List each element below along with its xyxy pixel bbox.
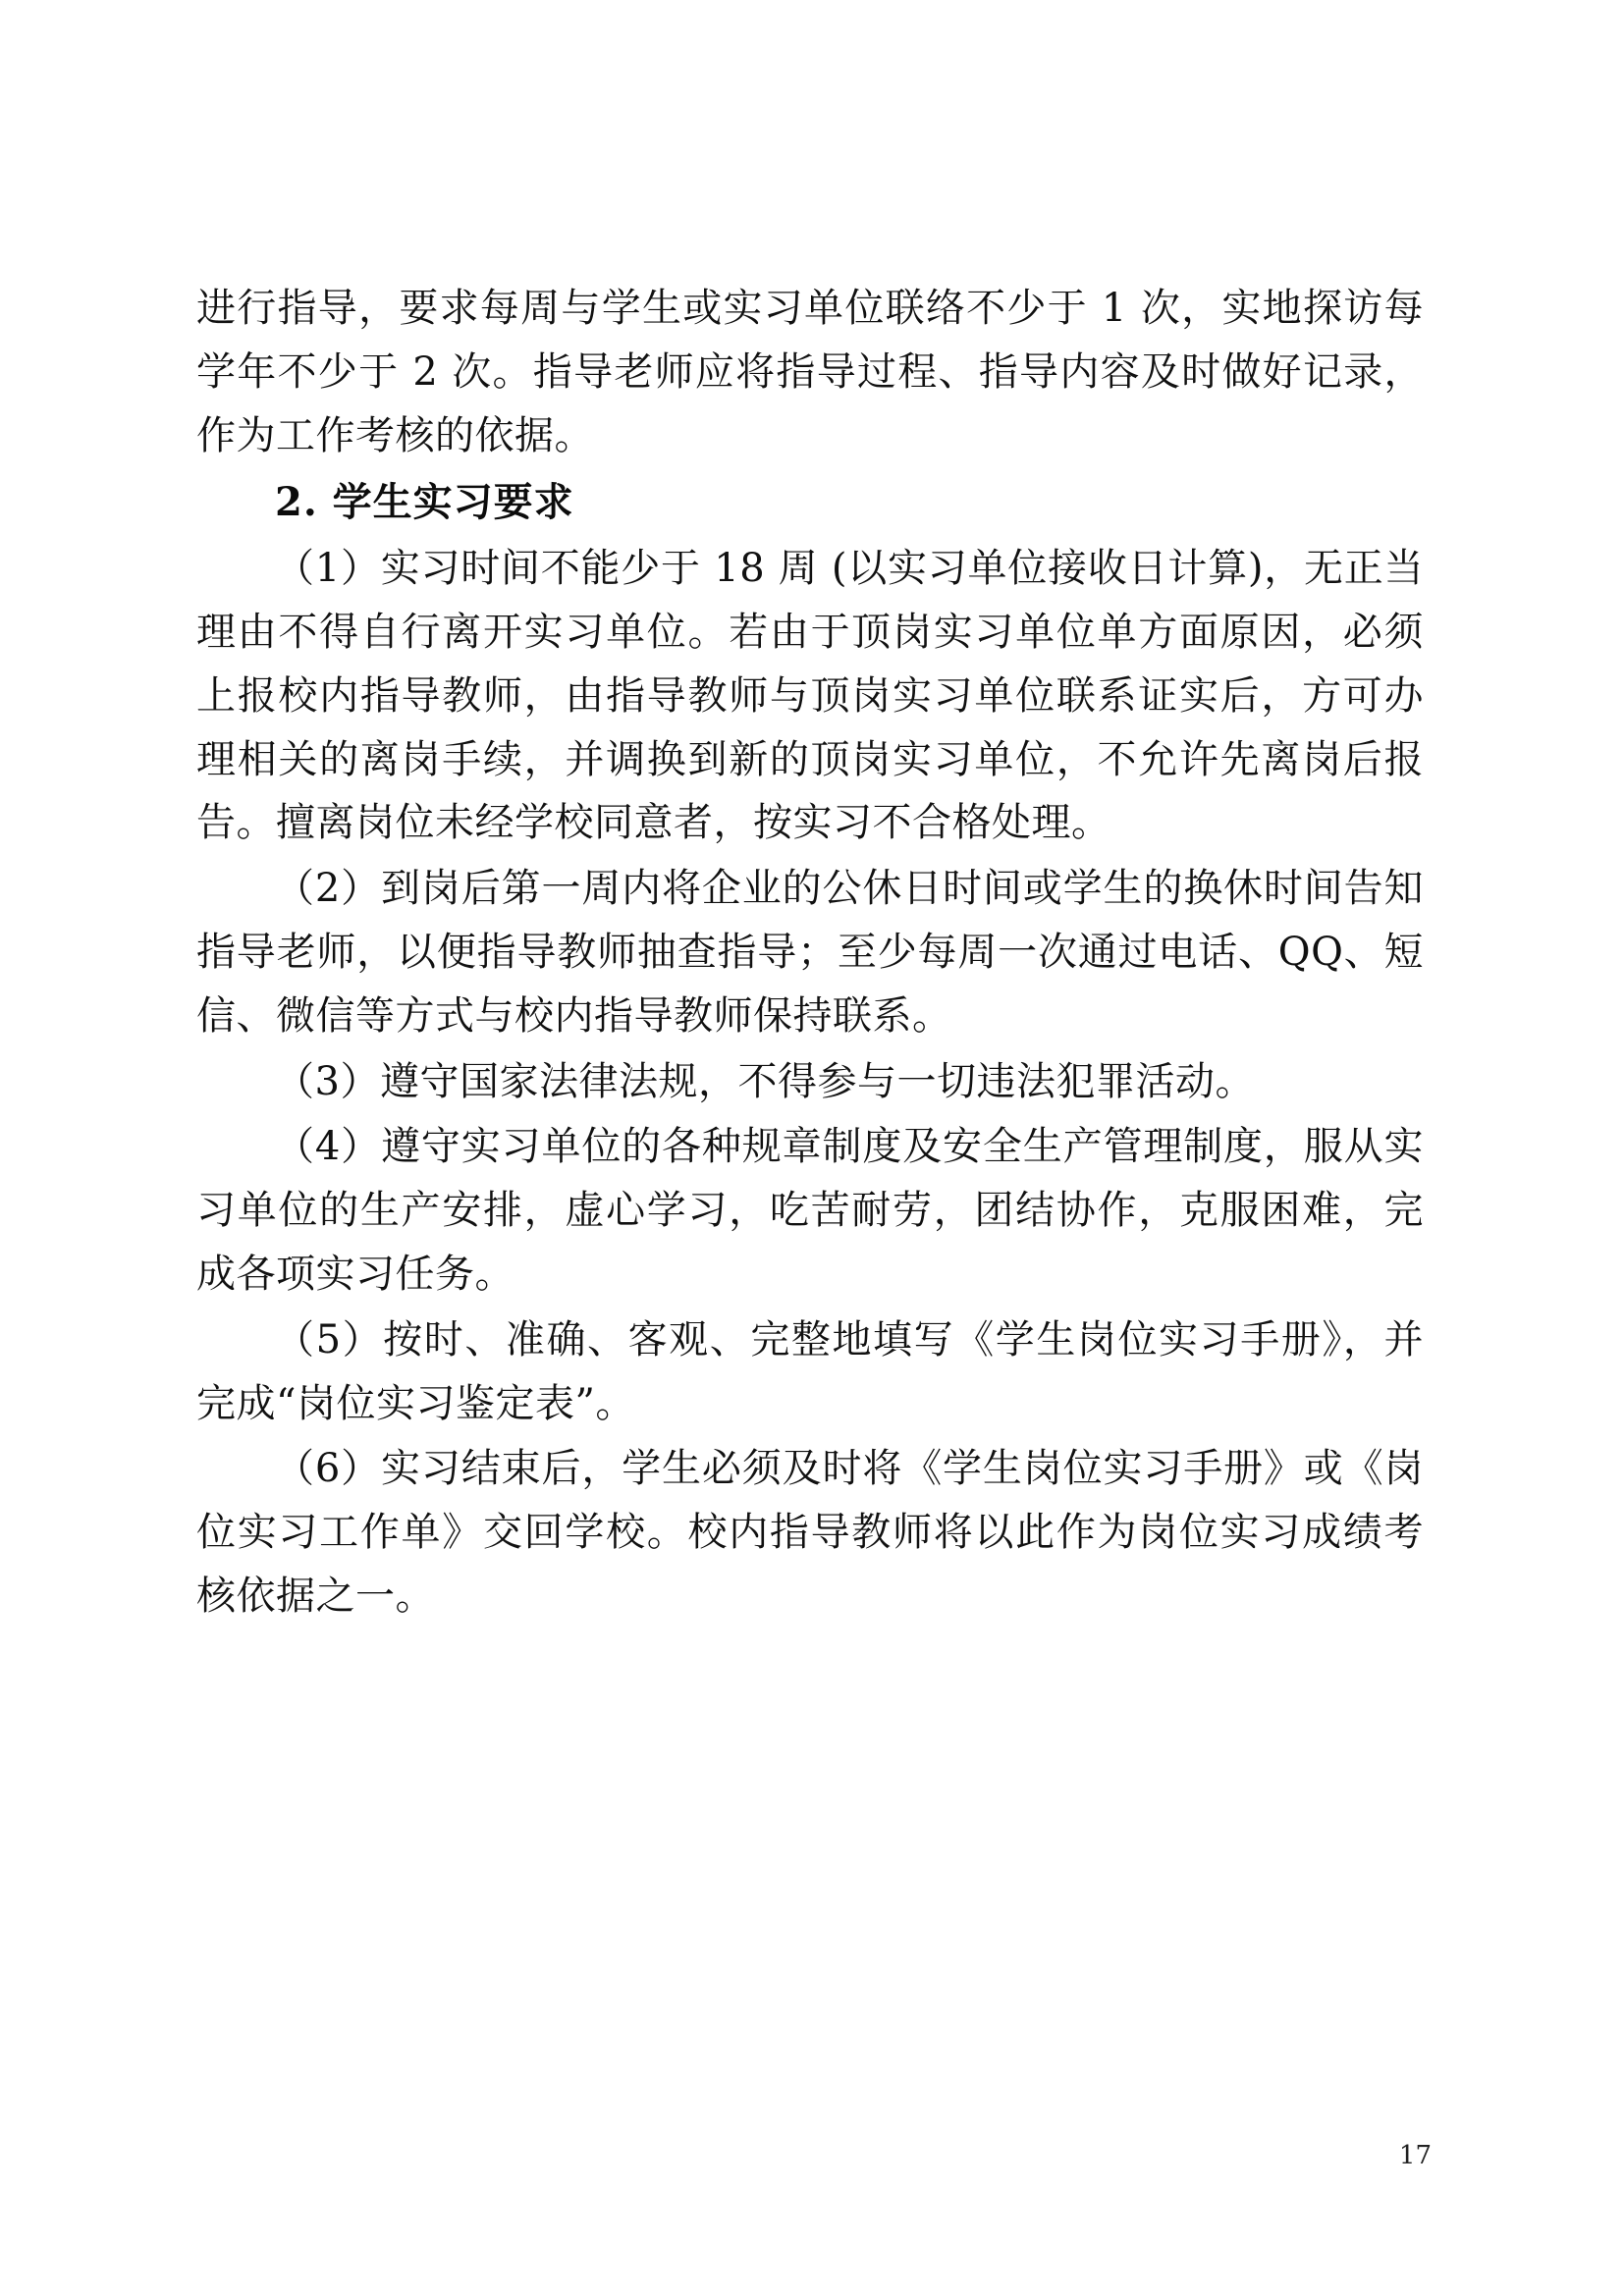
section-heading: 2. 学生实习要求 — [275, 479, 574, 526]
page-number: 17 — [1398, 2141, 1432, 2170]
list-item-2: （2）到岗后第一周内将企业的公休日时间或学生的换休时间告知指导老师，以便指导教师抽查指导；至少每周一次通过电话、QQ、短信、微信等方式与校内指导教师保持联系。 — [196, 866, 1424, 1039]
list-item-3: （3）遵守国家法律法规，不得参与一切违法犯罪活动。 — [275, 1058, 1255, 1104]
list-item-4: （4）遵守实习单位的各种规章制度及安全生产管理制度，服从实习单位的生产安排，虚心学习，吃苦耐劳，团结协作，克服困难，完成各项实习任务。 — [196, 1124, 1424, 1297]
document-body — [196, 277, 1424, 1630]
paragraph-continued: 进行指导，要求每周与学生或实习单位联络不少于 1 次，实地探访每学年不少于 2 次。指导老师应将指导过程、指导内容及时做好记录，作为工作考核的依据。 — [196, 286, 1424, 458]
list-item-5: （5）按时、准确、客观、完整地填写《学生岗位实习手册》，并完成“岗位实习鉴定表”。 — [196, 1316, 1424, 1426]
list-item-1: （1）实习时间不能少于 18 周 (以实习单位接收日计算)，无正当理由不得自行离开实习单位。若由于顶岗实习单位单方面原因，必须上报校内指导教师，由指导教师与顶岗实习单位联系证实后，方可办理相关的离岗手续，并调换到新的顶岗实习单位，不允许先离岗后报告。擅离岗位未经学校同意者，按实习不合格处理。 — [196, 546, 1424, 846]
list-item-6: （6）实习结束后，学生必须及时将《学生岗位实习手册》或《岗位实习工作单》交回学校。校内指导教师将以此作为岗位实习成绩考核依据之一。 — [196, 1446, 1424, 1619]
